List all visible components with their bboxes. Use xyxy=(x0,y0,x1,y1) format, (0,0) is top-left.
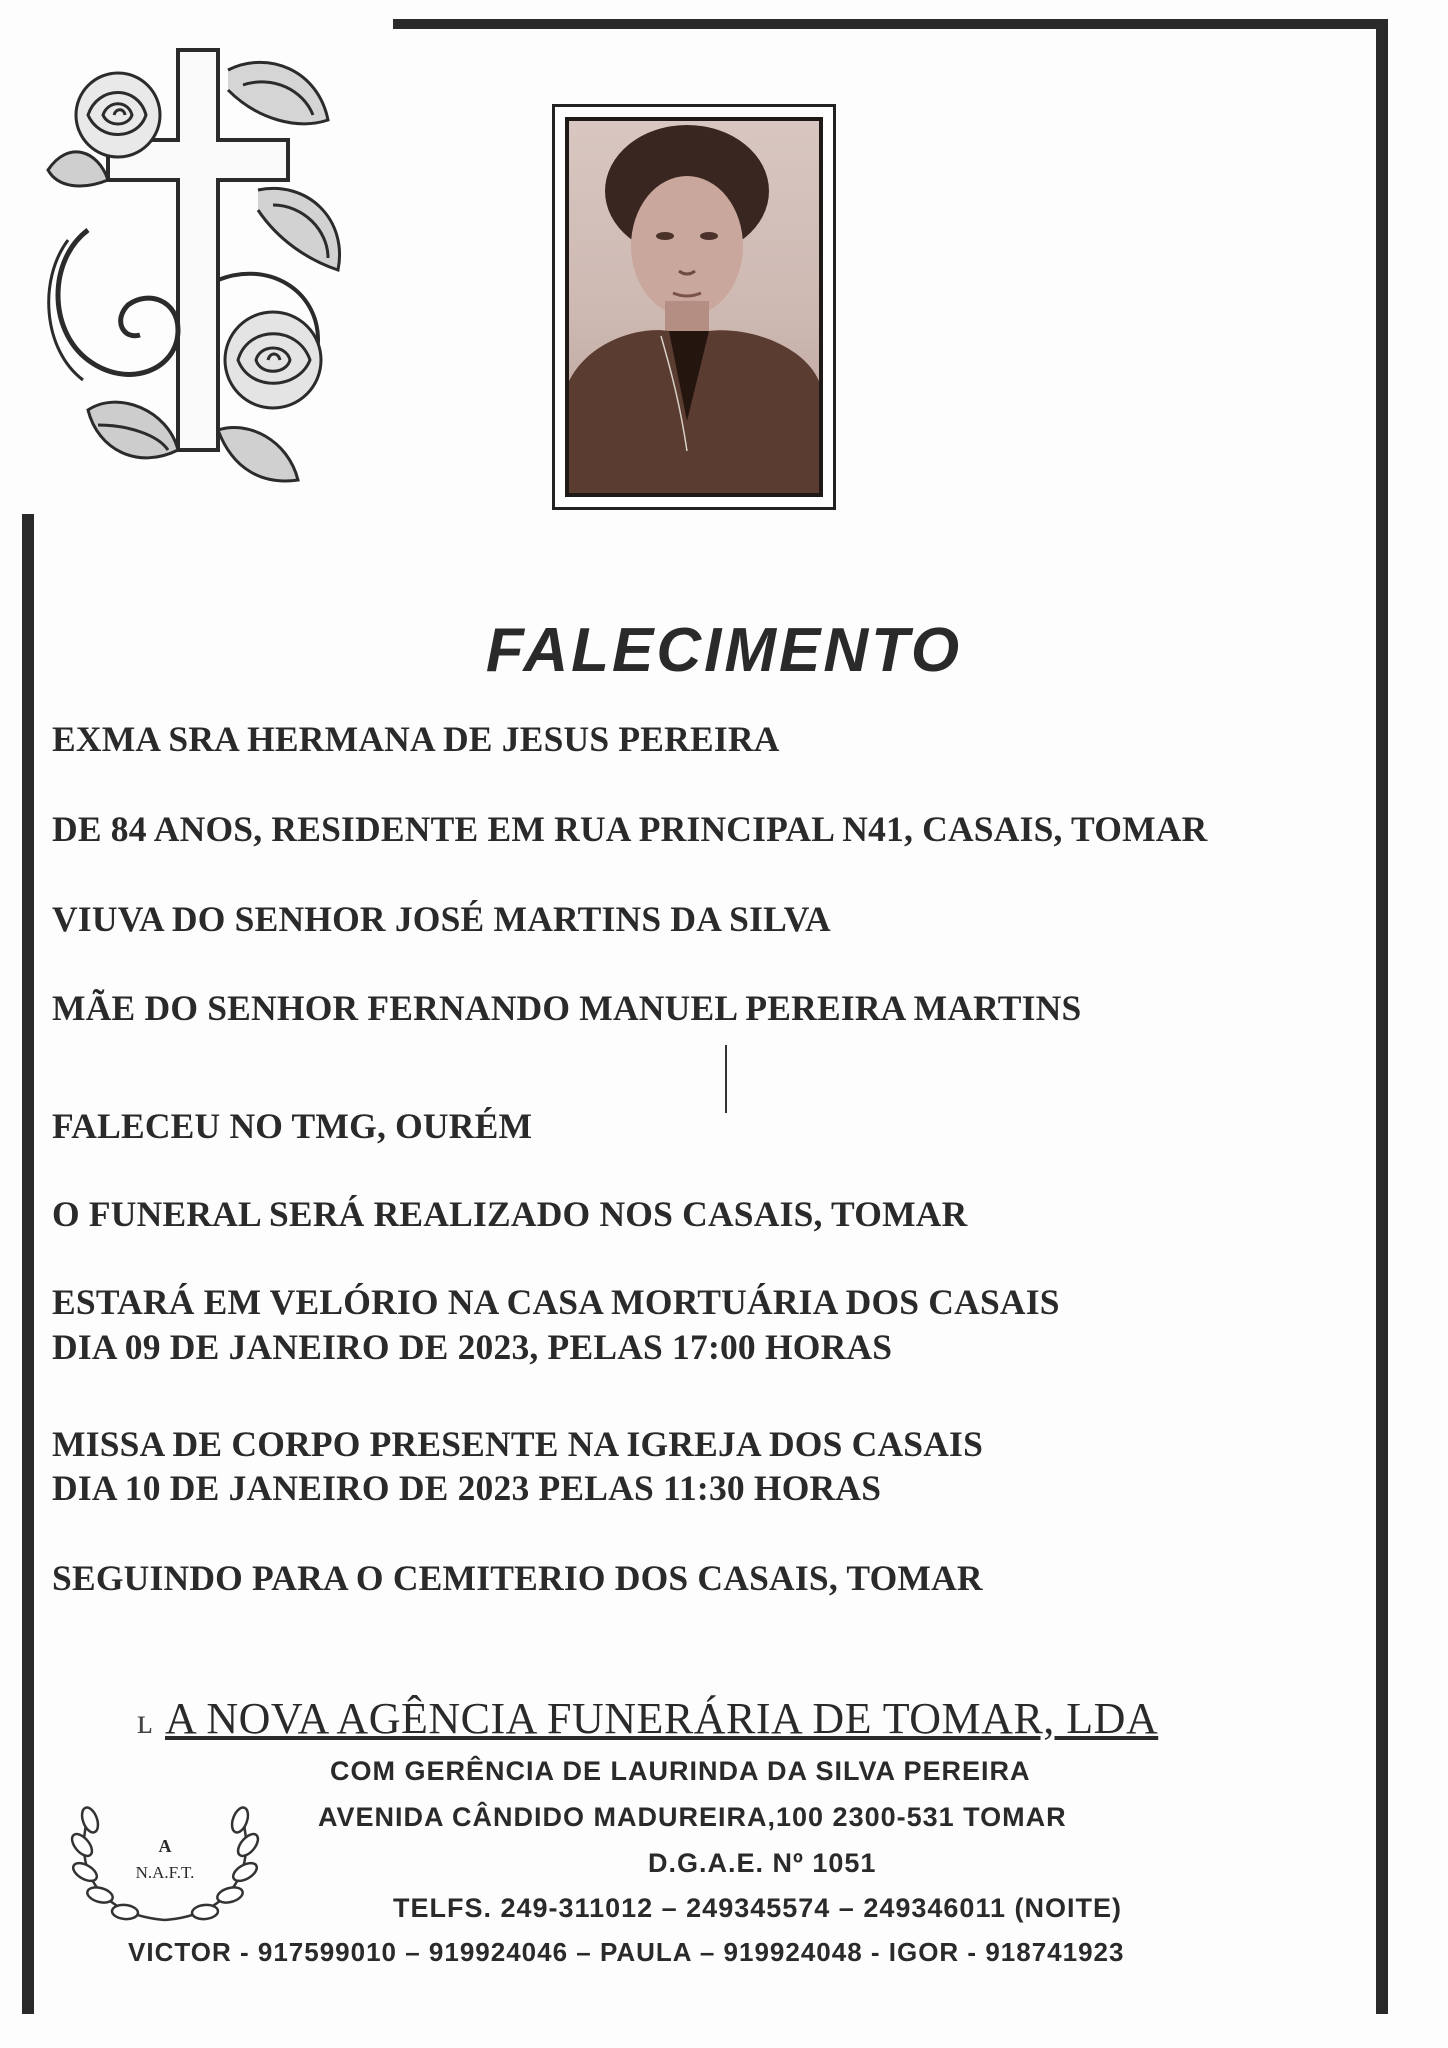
stray-mark xyxy=(725,1045,727,1113)
mass-date-line: DIA 10 DE JANEIRO DE 2023 PELAS 11:30 HORAS xyxy=(52,1468,882,1508)
agency-phones: TELFS. 249-311012 – 249345574 – 249346011 (NOITE) xyxy=(393,1893,1122,1923)
wake-date-line: DIA 09 DE JANEIRO DE 2023, PELAS 17:00 HORAS xyxy=(52,1327,893,1367)
mass-line: MISSA DE CORPO PRESENTE NA IGREJA DOS CASAIS xyxy=(52,1424,984,1464)
portrait-photo-frame xyxy=(552,104,836,510)
stray-tick-mark: ʟ xyxy=(137,1701,153,1741)
top-border xyxy=(393,19,1388,29)
laurel-wreath-logo-icon xyxy=(60,1790,270,1930)
agency-license: D.G.A.E. Nº 1051 xyxy=(648,1848,877,1878)
age-residence-line: DE 84 ANOS, RESIDENTE EM RUA PRINCIPAL N41, CASAIS, TOMAR xyxy=(52,809,1208,849)
agency-management: COM GERÊNCIA DE LAURINDA DA SILVA PEREIRA xyxy=(330,1756,1031,1786)
portrait-photo xyxy=(565,117,823,497)
burial-line: SEGUINDO PARA O CEMITERIO DOS CASAIS, TOMAR xyxy=(52,1558,983,1598)
svg-text:N.A.F.T.: N.A.F.T. xyxy=(135,1863,195,1882)
mother-line: MÃE DO SENHOR FERNANDO MANUEL PEREIRA MARTINS xyxy=(52,988,1082,1028)
agency-name: A NOVA AGÊNCIA FUNERÁRIA DE TOMAR, LDA xyxy=(165,1694,1159,1743)
funeral-place-line: O FUNERAL SERÁ REALIZADO NOS CASAIS, TOMAR xyxy=(52,1194,968,1234)
svg-text:A: A xyxy=(158,1836,172,1856)
left-border xyxy=(22,514,34,2014)
right-border xyxy=(1376,19,1388,2014)
agency-contacts: VICTOR - 917599010 – 919924046 – PAULA – 919924048 - IGOR - 918741923 xyxy=(128,1937,1125,1967)
widow-line: VIUVA DO SENHOR JOSÉ MARTINS DA SILVA xyxy=(52,899,831,939)
agency-address: AVENIDA CÂNDIDO MADUREIRA,100 2300-531 TOMAR xyxy=(318,1802,1067,1832)
wake-line: ESTARÁ EM VELÓRIO NA CASA MORTUÁRIA DOS CASAIS xyxy=(52,1282,1060,1322)
page-title: FALECIMENTO xyxy=(485,616,963,685)
deceased-name-line: EXMA SRA HERMANA DE JESUS PEREIRA xyxy=(52,719,780,759)
cross-roses-ornament-icon xyxy=(28,30,368,500)
death-place-line: FALECEU NO TMG, OURÉM xyxy=(52,1106,533,1146)
